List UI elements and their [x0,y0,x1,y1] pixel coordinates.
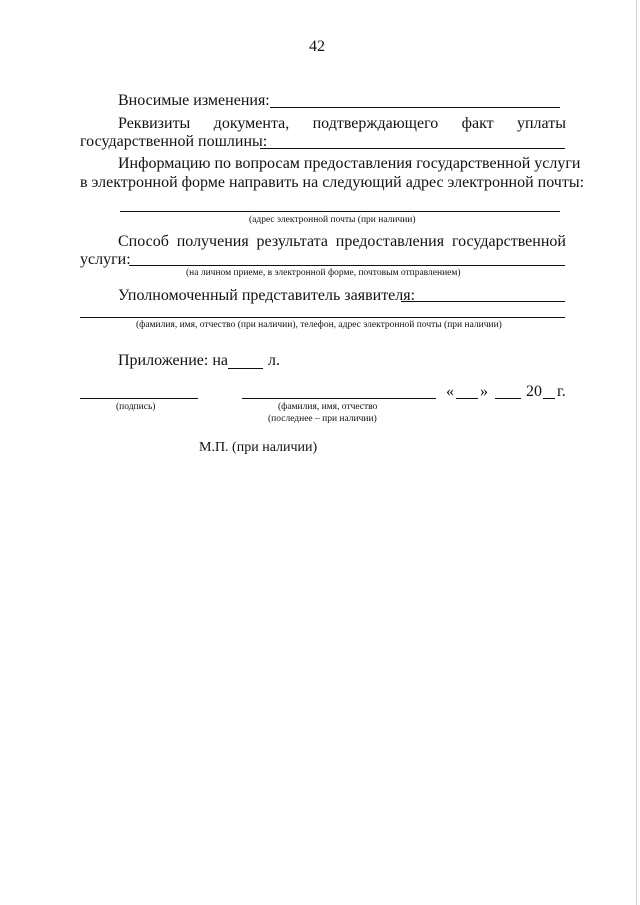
stamp-placeholder: М.П. (при наличии) [199,440,318,455]
attachment-suffix: л. [268,352,280,369]
email-info-line-2: в электронной форме направить на следующий адрес электронной почты: [80,174,585,191]
result-method-line-1 [118,233,566,251]
email-info-line-1: Информацию по вопросам предоставления государственной услуги [118,155,581,172]
duty-line-2-label: государственной пошлины: [80,133,268,150]
date-year-line [543,398,555,399]
name-caption-1: (фамилия, имя, отчество [278,402,378,412]
name-line [242,398,436,399]
signature-line [80,398,198,399]
attachment-prefix: Приложение: на [118,352,228,369]
page-edge [636,0,637,905]
representative-caption: (фамилия, имя, отчество (при наличии), телефон, адрес электронной почты (при наличии) [136,320,502,330]
result-method-word: Способ [118,233,169,250]
duty-line-1 [118,115,566,133]
duty-word: подтверждающего [312,115,439,132]
duty-field-line [260,148,565,149]
date-quote-open: « [446,383,454,400]
date-year-prefix: 20 [526,383,542,400]
result-method-word: получения [176,233,249,250]
duty-word: уплаты [516,115,566,132]
result-method-field-line [129,265,565,266]
name-caption-2: (последнее – при наличии) [268,414,377,424]
page-number: 42 [309,38,325,55]
date-day-line [456,398,478,399]
email-caption: (адрес электронной почты (при наличии) [249,215,416,225]
result-method-word: результата [256,233,328,250]
result-method-line-2-label: услуги: [80,251,131,268]
date-month-line [495,398,521,399]
result-method-caption: (на личном приеме, в электронной форме, почтовым отправлением) [186,268,461,278]
duty-word: факт [461,115,494,132]
date-quote-close: » [480,383,488,400]
changes-label: Вносимые изменения: [118,92,270,109]
email-field-line [120,211,560,212]
duty-word: документа, [213,115,290,132]
representative-field-line-2 [80,317,565,318]
result-method-word: государственной [451,233,566,250]
changes-field-line [270,107,560,108]
representative-field-line-1 [401,301,565,302]
attachment-pages-line [228,368,263,369]
signature-caption: (подпись) [116,402,156,412]
result-method-word: предоставления [335,233,445,250]
representative-label: Уполномоченный представитель заявителя: [118,287,416,304]
duty-word: Реквизиты [118,115,191,132]
date-year-suffix: г. [557,383,566,400]
